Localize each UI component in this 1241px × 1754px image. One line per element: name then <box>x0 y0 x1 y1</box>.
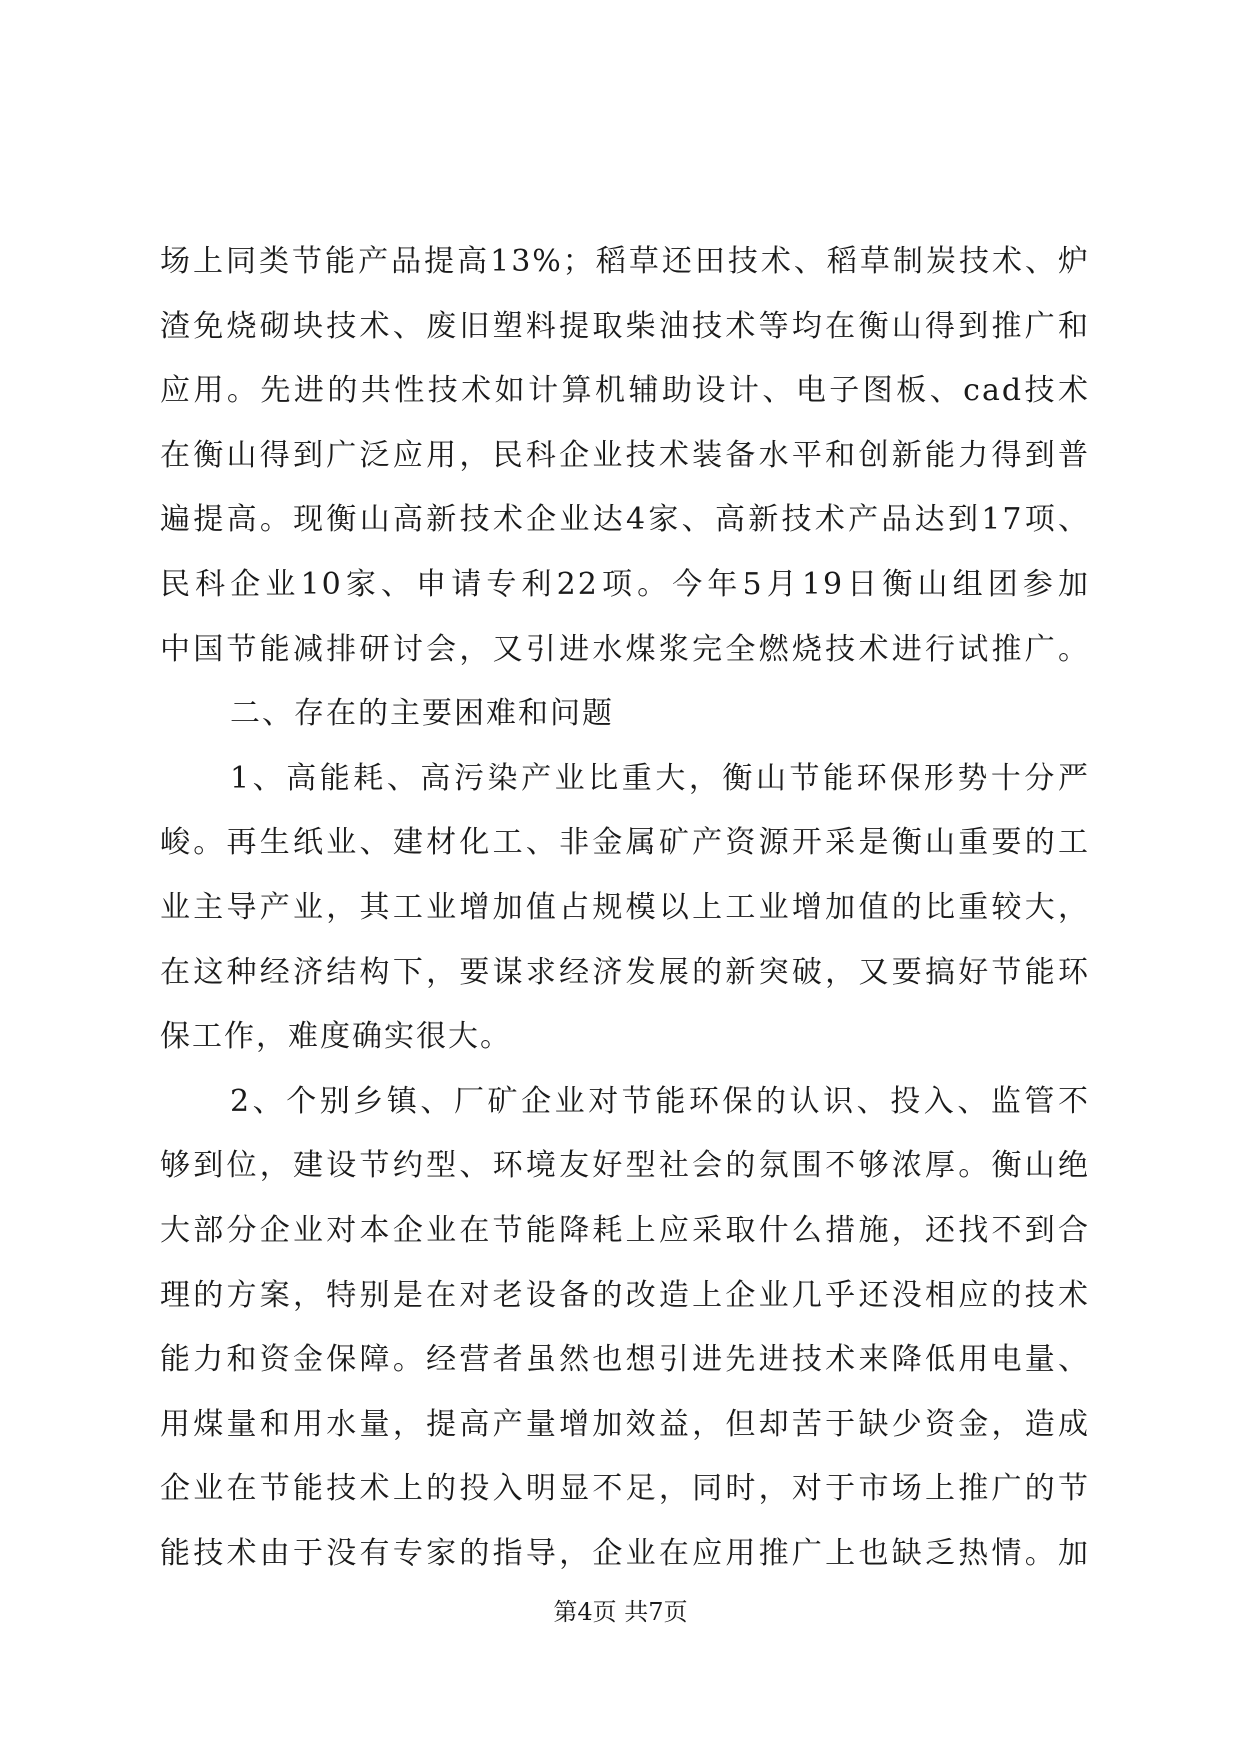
text-line: 场上同类节能产品提高13%；稻草还田技术、稻草制炭技术、炉 <box>160 244 1090 279</box>
text-line: 企业在节能技术上的投入明显不足，同时，对于市场上推广的节 <box>160 1471 1090 1507</box>
text-line: 2、个别乡镇、厂矿企业对节能环保的认识、投入、监管不 <box>230 1083 1090 1119</box>
text-line: 业主导产业，其工业增加值占规模以上工业增加值的比重较大， <box>160 889 1090 925</box>
text-line: 在这种经济结构下，要谋求经济发展的新突破，又要搞好节能环 <box>160 954 1090 990</box>
text-line: 中国节能减排研讨会，又引进水煤浆完全燃烧技术进行试推广。 <box>160 631 1090 667</box>
text-line: 遍提高。现衡山高新技术企业达4家、高新技术产品达到17项、 <box>160 502 1090 538</box>
text-line: 能力和资金保障。经营者虽然也想引进先进技术来降低用电量、 <box>160 1342 1090 1378</box>
text-line: 大部分企业对本企业在节能降耗上应采取什么措施，还找不到合 <box>160 1212 1090 1248</box>
section-heading: 二、存在的主要困难和问题 <box>230 696 614 732</box>
page-number: 第4页 共7页 <box>553 1598 688 1626</box>
text-line: 能技术由于没有专家的指导，企业在应用推广上也缺乏热情。加 <box>160 1535 1090 1571</box>
body-text <box>160 230 1090 1586</box>
text-line: 保工作，难度确实很大。 <box>160 1019 512 1055</box>
text-line: 峻。再生纸业、建材化工、非金属矿产资源开采是衡山重要的工 <box>160 825 1090 861</box>
text-line: 在衡山得到广泛应用，民科企业技术装备水平和创新能力得到普 <box>160 437 1090 473</box>
text-line: 民科企业10家、申请专利22项。今年5月19日衡山组团参加 <box>160 566 1090 602</box>
text-line: 1、高能耗、高污染产业比重大，衡山节能环保形势十分严 <box>230 760 1090 796</box>
text-line: 应用。先进的共性技术如计算机辅助设计、电子图板、cad技术 <box>160 373 1090 409</box>
text-line: 用煤量和用水量，提高产量增加效益，但却苦于缺少资金，造成 <box>160 1406 1090 1442</box>
text-line: 渣免烧砌块技术、废旧塑料提取柴油技术等均在衡山得到推广和 <box>160 308 1090 344</box>
text-line: 够到位，建设节约型、环境友好型社会的氛围不够浓厚。衡山绝 <box>160 1148 1090 1184</box>
text-line: 理的方案，特别是在对老设备的改造上企业几乎还没相应的技术 <box>160 1277 1090 1313</box>
